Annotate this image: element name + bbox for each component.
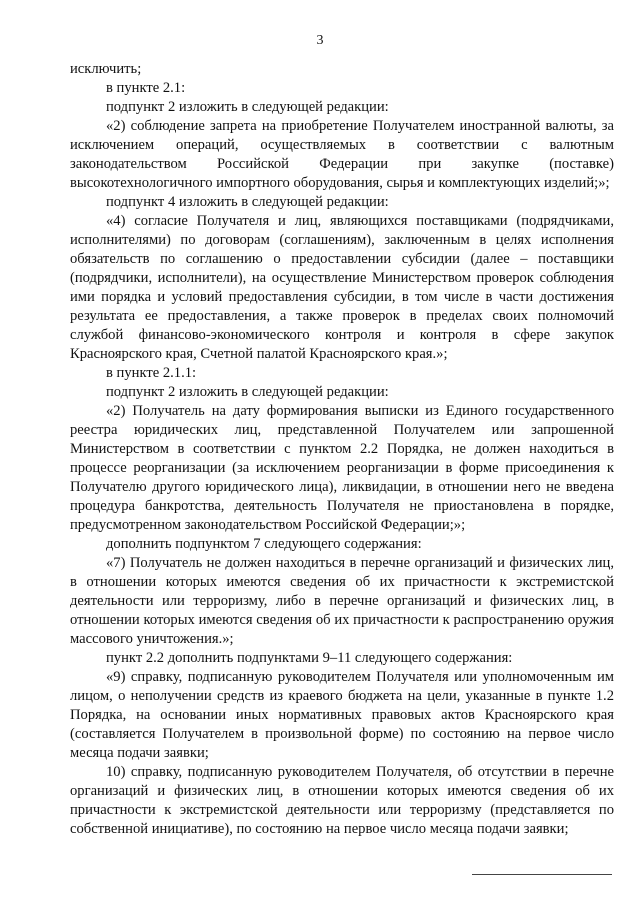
paragraph: «9) справку, подписанную руководителем Получателя или уполномоченным им лицом, о неполучении средств из краевого бюджета на цели, указанные в пункте 1.2 Порядка, на основании иных нормативных правовых актов Красноярского края (составляется Получателем в произвольной форме) по состоянию на первое число месяца подачи заявки; xyxy=(70,669,614,761)
paragraph: в пункте 2.1: xyxy=(106,80,186,96)
paragraph: пункт 2.2 дополнить подпунктами 9–11 следующего содержания: xyxy=(106,650,513,666)
paragraph: 10) справку, подписанную руководителем Получателя, об отсутствии в перечне организаций и физических лиц, в отношении которых имеются сведения об их причастности к экстремистской деятельности или терроризму (представляется по собственной инициативе), по состоянию на первое число месяца подачи заявки; xyxy=(70,764,614,837)
paragraph: подпункт 4 изложить в следующей редакции: xyxy=(106,194,389,210)
paragraph: «7) Получатель не должен находиться в перечне организаций и физических лиц, в отношении которых имеются сведения об их причастности к экстремистской деятельности или терроризму, либо в перечне организаций и физических лиц, в отношении которых имеются сведения об их причастности к распространению оружия массового уничтожения.»; xyxy=(70,555,614,647)
page-number: 3 xyxy=(316,33,324,48)
paragraph: «4) согласие Получателя и лиц, являющихся поставщиками (подрядчиками, исполнителями) по договорам (соглашениям), заключенным в целях исполнения обязательств по соглашению о предоставлении субсидии (далее – поставщики (подрядчики, исполнители), на осуществление Министерством проверок соблюдения ими порядка и условий предоставления субсидии, в том числе в части достижения результата ее предоставления, а также проверок в пределах своих полномочий службой финансово-экономического контроля и контроля в сфере закупок Красноярского края, Счетной палатой Красноярского края.»; xyxy=(70,213,614,362)
document-body xyxy=(70,60,614,839)
paragraph: «2) Получатель на дату формирования выписки из Единого государственного реестра юридических лиц, представленной Получателем или запрошенной Министерством в соответствии с пунктом 2.2 Порядка, не должен находиться в процессе реорганизации (за исключением реорганизации в форме присоединения к Получателю другого юридического лица), ликвидации, в отношении него не введена процедура банкротства, деятельность Получателя не приостановлена в порядке, предусмотренном законодательством Российской Федерации;»; xyxy=(70,403,614,533)
paragraph: дополнить подпунктом 7 следующего содержания: xyxy=(106,536,422,552)
paragraph: «2) соблюдение запрета на приобретение Получателем иностранной валюты, за исключением операций, осуществляемых в соответствии с валютным законодательством Российской Федерации при закупке (поставке) высокотехнологичного импортного оборудования, сырья и комплектующих изделий;»; xyxy=(70,118,614,191)
paragraph: исключить; xyxy=(70,61,142,77)
paragraph: в пункте 2.1.1: xyxy=(106,365,197,381)
footer-rule xyxy=(472,874,612,875)
paragraph: подпункт 2 изложить в следующей редакции: xyxy=(106,99,389,115)
paragraph: подпункт 2 изложить в следующей редакции: xyxy=(106,384,389,400)
